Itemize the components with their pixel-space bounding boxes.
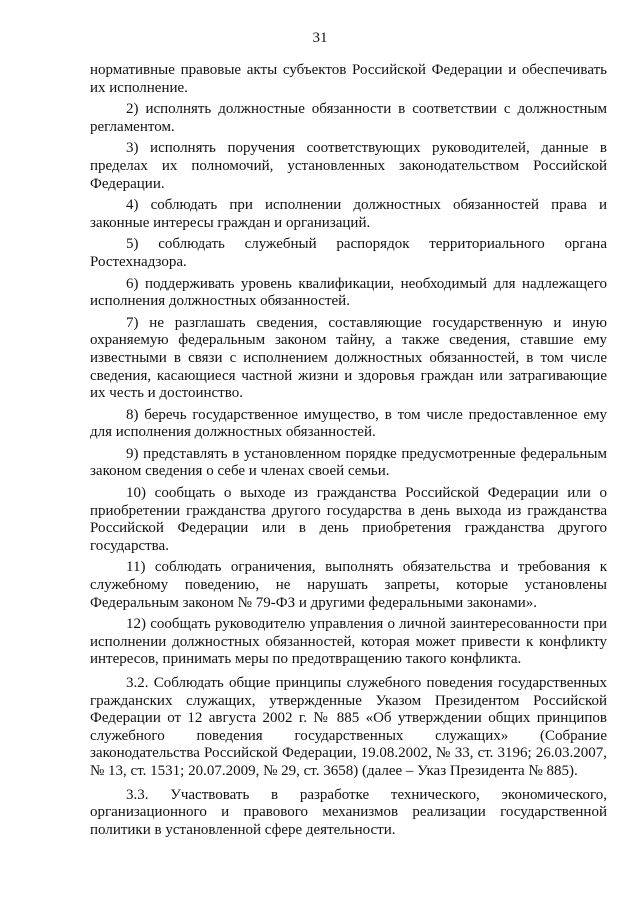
paragraph-item-8: 8) беречь государственное имущество, в том числе предоставленное ему для исполнения должностных обязанностей. (90, 406, 607, 441)
paragraph-item-10: 10) сообщать о выходе из гражданства Российской Федерации или о приобретении гражданства другого государства в день выхода из гражданства Российской Федерации или в день приобретения гражданства другого государства. (90, 485, 607, 554)
paragraph-item-7: 7) не разглашать сведения, составляющие государственную и иную охраняемую федеральным законом тайну, а также сведения, ставшие ему известными в связи с исполнением должностных обязанностей, в том числе сведения, касающиеся частной жизни и здоровья граждан или затрагивающие их честь и достоинство. (90, 314, 607, 402)
paragraph-item-6: 6) поддерживать уровень квалификации, необходимый для надлежащего исполнения должностных обязанностей. (90, 275, 607, 310)
paragraph-item-11: 11) соблюдать ограничения, выполнять обязательства и требования к служебному поведению, не нарушать запреты, которые установлены Федеральным законом № 79-ФЗ и другими федеральными законами». (90, 559, 607, 611)
paragraph-item-4: 4) соблюдать при исполнении должностных обязанностей права и законные интересы граждан и организаций. (90, 197, 607, 231)
document-body (90, 62, 607, 843)
page-number: 31 (312, 30, 328, 46)
paragraph-section-3-2: 3.2. Соблюдать общие принципы служебного поведения государственных гражданских служащих, утвержденные Указом Президентом Российской Федерации от 12 августа 2002 г. № 885 «Об утверждении общих принципов служебного поведения государственных служащих» (Собрание законодательства Российской Федерации, 19.08.2002, № 33, ст. 3196; 26.03.2007, № 13, ст. 1531; 20.07.2009, № 29, ст. 3658) (далее – Указ Президента № 885). (90, 675, 607, 779)
paragraph-item-3: 3) исполнять поручения соответствующих руководителей, данные в пределах их полномочий, установленных законодательством Российской Федерации. (90, 140, 607, 192)
paragraph-item-5: 5) соблюдать служебный распорядок территориального органа Ростехнадзора. (90, 236, 607, 270)
paragraph-continuation: нормативные правовые акты субъектов Российской Федерации и обеспечивать их исполнение. (90, 62, 607, 96)
paragraph-item-9: 9) представлять в установленном порядке предусмотренные федеральным законом сведения о себе и членах своей семьи. (90, 445, 607, 480)
paragraph-section-3-3: 3.3. Участвовать в разработке технического, экономического, организационного и правового механизмов реализации государственной политики в установленной сфере деятельности. (90, 786, 607, 838)
paragraph-item-2: 2) исполнять должностные обязанности в соответствии с должностным регламентом. (90, 101, 607, 135)
paragraph-item-12: 12) сообщать руководителю управления о личной заинтересованности при исполнении должностных обязанностей, которая может привести к конфликту интересов, принимать меры по предотвращению такого конфликта. (90, 616, 607, 668)
